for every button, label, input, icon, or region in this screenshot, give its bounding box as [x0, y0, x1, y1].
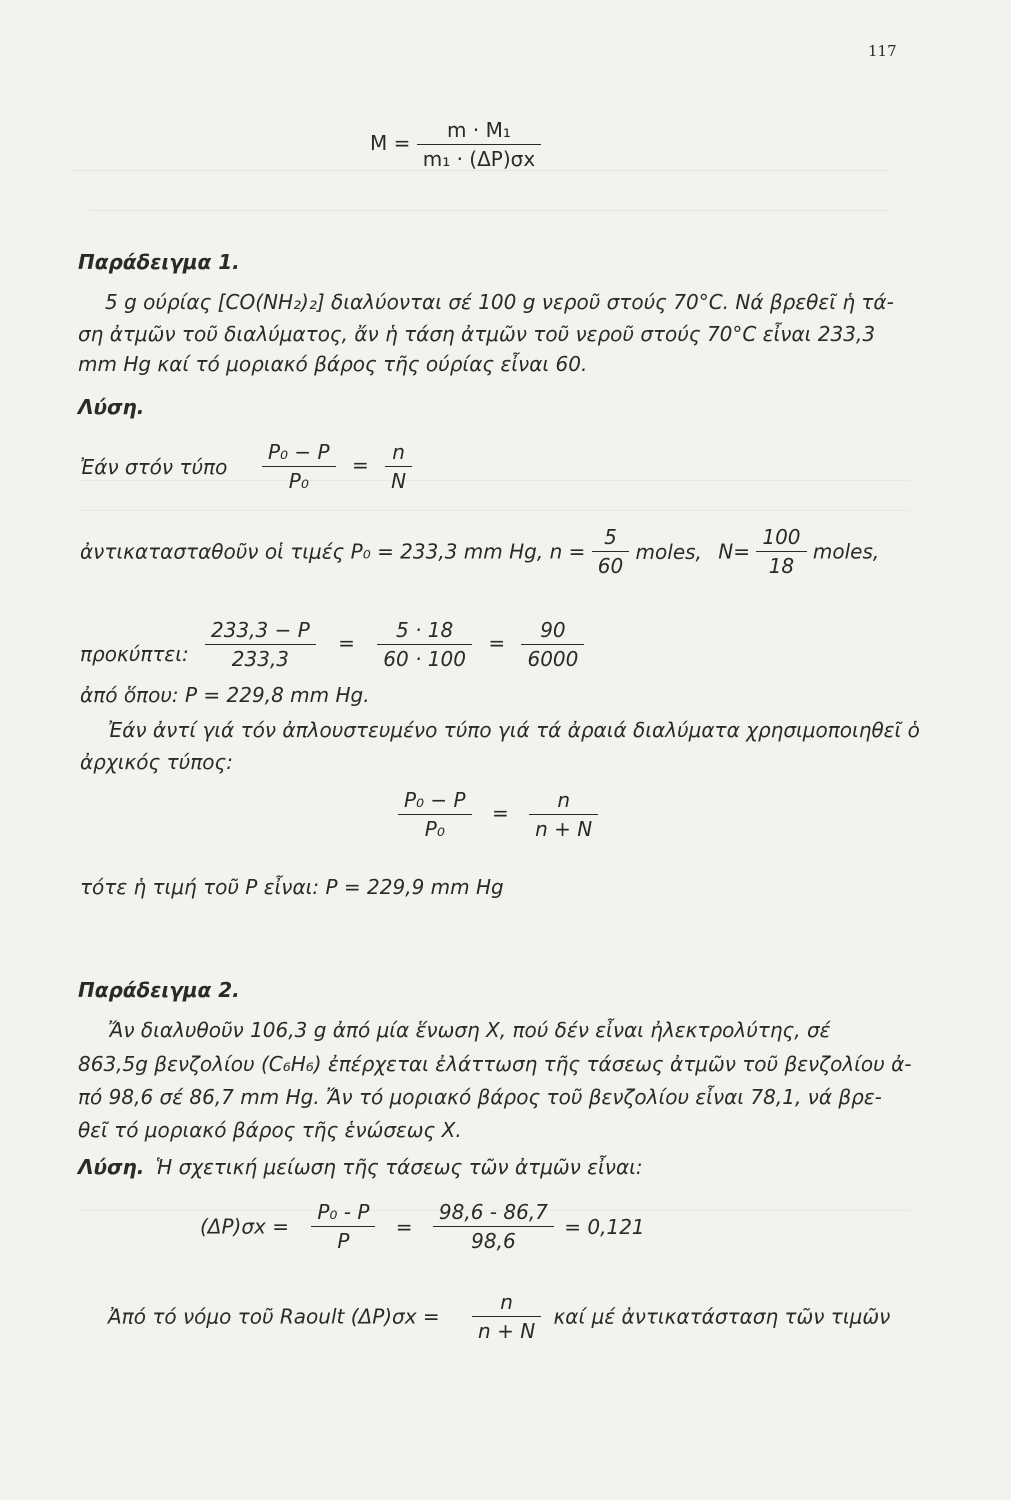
fraction-numerator: P₀ - P: [311, 1200, 375, 1227]
example-2-line-4: θεῖ τό μοριακό βάρος τῆς ἑνώσεως X.: [78, 1118, 462, 1142]
fraction-numerator: m · M₁: [417, 118, 541, 145]
equals-sign: =: [338, 631, 355, 655]
fraction-numerator: P₀ − P: [262, 440, 336, 467]
unit-label: moles,: [635, 539, 702, 564]
fraction-denominator: n + N: [535, 817, 593, 841]
alt-formula-line-1: Ἐάν ἀντί γιά τόν ἀπλουστευμένο τύπο γιά τά ἀραιά διαλύματα χρησιμοποιηθεῖ ὁ: [108, 718, 920, 742]
example-1-line-1: 5 g ούρίας [CO(NH₂)₂] διαλύονται σέ 100 g νεροῦ στούς 70°C. Νά βρεθεῖ ἡ τά-: [105, 290, 894, 314]
example-1-heading: Παράδειγμα 1.: [78, 250, 240, 274]
alt-formula-line-2: ἀρχικός τύπος:: [80, 750, 233, 774]
top-formula-lhs: M =: [370, 131, 411, 155]
raoult-text: Ἀπό τό νόμο τοῦ Raoult (ΔP)σx =: [108, 1304, 440, 1329]
fraction: [311, 1200, 375, 1253]
fraction-denominator: n + N: [478, 1319, 536, 1343]
fraction-denominator: 6000: [527, 647, 579, 671]
fraction: [262, 440, 336, 493]
fraction-denominator: m₁ · (ΔP)σx: [422, 147, 536, 171]
raoult-line: [108, 1290, 890, 1343]
fraction-denominator: 18: [768, 554, 795, 578]
equals-sign: =: [395, 1214, 413, 1239]
fraction-denominator: P₀: [424, 817, 445, 841]
example-2-line-2: 863,5g βενζολίου (C₆H₆) ἐπέρχεται ἐλάττωση τῆς τάσεως ἀτμῶν τοῦ βενζολίου ἀ-: [78, 1052, 912, 1076]
substitution-line: [80, 525, 879, 578]
example-2-line-3: πό 98,6 σέ 86,7 mm Hg. Ἄν τό μοριακό βάρος τοῦ βενζολίου εἶναι 78,1, νά βρε-: [78, 1085, 882, 1109]
fraction-numerator: 5: [592, 525, 629, 552]
N-label: N=: [718, 539, 750, 564]
fraction: [521, 618, 584, 671]
fraction-numerator: P₀ − P: [398, 788, 472, 815]
fraction-numerator: n: [472, 1290, 541, 1317]
solution-2-intro: Ἡ σχετική μείωση τῆς τάσεως τῶν ἀτμῶν εἶναι:: [155, 1155, 643, 1179]
fraction-numerator: 5 · 18: [377, 618, 472, 645]
fraction-N: [756, 525, 806, 578]
whence-line: ἀπό ὅπου: P = 229,8 mm Hg.: [80, 683, 370, 707]
fraction-n: [592, 525, 629, 578]
top-formula: [370, 118, 541, 171]
fraction: [529, 788, 598, 841]
equation-lhs: (ΔP)σx =: [200, 1214, 289, 1239]
fraction: [472, 1290, 541, 1343]
then-line: τότε ἡ τιμή τοῦ P εἶναι: P = 229,9 mm Hg: [80, 875, 504, 899]
equals-sign: =: [351, 453, 369, 477]
example-2-heading: Παράδειγμα 2.: [78, 978, 240, 1002]
fraction-numerator: 98,6 - 86,7: [433, 1200, 554, 1227]
fraction-numerator: 100: [756, 525, 806, 552]
example-1-line-2: ση ἀτμῶν τοῦ διαλύματος, ἄν ἡ τάση ἀτμῶν τοῦ νεροῦ στούς 70°C εἶναι 233,3: [78, 322, 876, 346]
fraction-denominator: N: [391, 469, 407, 493]
fraction: [385, 440, 412, 493]
bleed-through-mark: [80, 500, 910, 511]
fraction-denominator: P: [337, 1229, 350, 1253]
solution-2-header: [78, 1155, 643, 1179]
result-intro: προκύπτει:: [80, 642, 189, 666]
fraction: [377, 618, 472, 671]
fraction-denominator: 98,6: [471, 1229, 516, 1253]
solution-2-heading: Λύση.: [78, 1155, 145, 1179]
example-2-line-1: Ἄν διαλυθοῦν 106,3 g ἀπό μία ἕνωση X, πού δέν εἶναι ἠλεκτρολύτης, σέ: [108, 1018, 831, 1042]
result-value: = 0,121: [564, 1214, 645, 1239]
formula-intro: Ἐάν στόν τύπο: [80, 455, 228, 479]
page-number: 117: [868, 42, 897, 60]
fraction-numerator: n: [529, 788, 598, 815]
full-formula: [398, 788, 598, 841]
fraction-numerator: 90: [521, 618, 584, 645]
fraction-numerator: n: [385, 440, 412, 467]
fraction-denominator: 60: [597, 554, 624, 578]
equals-sign: =: [488, 631, 506, 655]
fraction: [205, 618, 316, 671]
relative-reduction-equation: [200, 1200, 645, 1253]
fraction: [433, 1200, 554, 1253]
solution-1-heading: Λύση.: [78, 395, 145, 419]
fraction-denominator: 60 · 100: [383, 647, 466, 671]
fraction-denominator: P₀: [288, 469, 309, 493]
raoult-tail: καί μέ ἀντικατάσταση τῶν τιμῶν: [553, 1304, 891, 1329]
simplified-formula: [262, 440, 412, 493]
result-equation: [205, 618, 584, 671]
top-formula-fraction: [417, 118, 541, 171]
fraction: [398, 788, 472, 841]
substitution-text: ἀντικατασταθοῦν οἱ τιμές P₀ = 233,3 mm Hg, n =: [80, 539, 586, 564]
equals-sign: =: [491, 801, 509, 825]
fraction-denominator: 233,3: [231, 647, 290, 671]
fraction-numerator: 233,3 − P: [205, 618, 316, 645]
bleed-through-mark: [90, 200, 890, 211]
example-1-line-3: mm Hg καί τό μοριακό βάρος τῆς ούρίας εἶναι 60.: [78, 352, 588, 376]
unit-label: moles,: [812, 539, 880, 564]
